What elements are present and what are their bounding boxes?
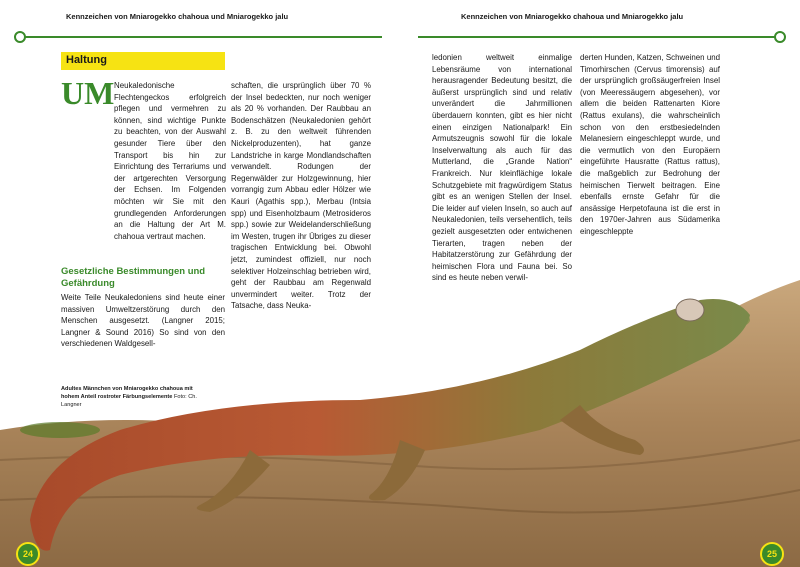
column-1-intro-top: [114, 80, 226, 242]
header-rule-left: [22, 36, 382, 38]
column-2: [231, 80, 371, 312]
section-title: Haltung: [66, 54, 107, 66]
running-header-left: Kennzeichen von Mniarogekko chahoua und Mniarogekko jalu: [66, 12, 289, 21]
running-header-right: Kennzeichen von Mniarogekko chahoua und Mniarogekko jalu: [461, 12, 684, 21]
column-4: [580, 52, 720, 238]
drop-cap: UM: [61, 75, 115, 111]
body-paragraph-4: derten Hunden, Katzen, Schweinen und Timorhirschen (Cervus timorensis) auf der ursprünglich großsäugerfreien Insel (von Meeressäugern abgesehen), vor allem die beiden Rattenarten Kiore (Rattus exulans), die wahrscheinlich schon von den erstbesiedelnden Melanesiern eingeschleppt wurde, und die vermutlich von den Europäern eingeführte Hausratte (Rattus rattus), die maßgeblich zur Bedrohung der heimischen Tierwelt beitragen. Eine ebenfalls ernste Gefahr für die ansässige Herpetofauna ist die erst in den 1970er-Jahren aus Südamerika eingeschleppte: [580, 53, 720, 236]
header-dot-right: [774, 31, 786, 43]
body-paragraph-3: ledonien weltweit einmalige Lebensräume von international herausragender Bedeutung besitzt, die äußerst ursprünglich sind und relativ unverändert die Jahrmillionen überdauern konnten, gibt es hier nicht einen einzigen Nationalpark! Ein Armutszeugnis sowohl für die lokale Inselverwaltung als auch für das Mutterland, die „Grande Nation“ Frankreich. Nur kleinflächige lokale Schutzgebiete mit fragwürdigem Status gibt es an wenigen Stellen der Insel. Die leider auf vielen Inseln, so auch auf Neukaledonien, teils versehentlich, teils gezielt ausgesetzten oder entwichenen Tierarten, tragen neben der Habitatzerstörung zur Gefährdung der heimischen Flora und Fauna bei. So sind es heute neben verwil-: [432, 53, 572, 283]
caption-text: Adultes Männchen von Mniarogekko chahoua mit hohem Anteil rostroter Färbungselemente: [61, 386, 193, 400]
intro-paragraph: Neukaledonische Flechtengeckos erfolgreich pflegen und vermehren zu können, sind wichtige Punkte zu beachten, von der Auswahl gesunder Tiere über den Transport bis hin zur Einrichtung des Terrariums und der artgerechten Versorgung der Echsen. Im Folgenden möchten wir Sie mit den grundlegenden Anforderungen an die Haltung der Art M. chahoua vertraut machen.: [114, 81, 226, 241]
body-paragraph-2: schaften, die ursprünglich über 70 % der Insel bedeckten, nur noch weniger als 20 % vorhanden. Der Raubbau an Bodenschätzen (Neukaledonien gehört z. B. zu den weltweit führenden Nickelproduzenten), hat ganze Landstriche in karge Mondlandschaften verwandelt. Rodungen der Regenwälder zur Holzgewinnung, hier vorrangig zum Abbau edler Hölzer wie Kauri (Agathis spp.), Merbau (Intsia spp) und Eisenholzbaum (Metrosideros spp.) sowie zur Weidelanderschließung im Westen, trugen ihr Übriges zu dieser tragischen Entwicklung bei. Obwohl jetzt, zumindest offiziell, nur noch selektiver Holzeinschlag betrieben wird, geht der Raubbau am Regenwald unvermindert weiter. Trotz der Tatsache, dass Neuka-: [231, 81, 371, 311]
body-paragraph-1: Weite Teile Neukaledoniens sind heute einer massiven Umweltzerstörung durch den Menschen ausgesetzt. (Langner 2015; Langner & Sound 2016) So sind von den verschiedenen Waldgesell-: [61, 293, 225, 349]
header-dot-left: [14, 31, 26, 43]
header-rule-right: [418, 36, 778, 38]
subheading: Gesetzliche Bestimmungen und Gefährdung: [61, 266, 206, 289]
gecko-photo: [0, 280, 800, 567]
caption-credit: Foto: Ch. Langner: [61, 393, 197, 408]
page-number-right: 25: [760, 542, 784, 566]
column-3: [432, 52, 572, 284]
page-number-left: 24: [16, 542, 40, 566]
